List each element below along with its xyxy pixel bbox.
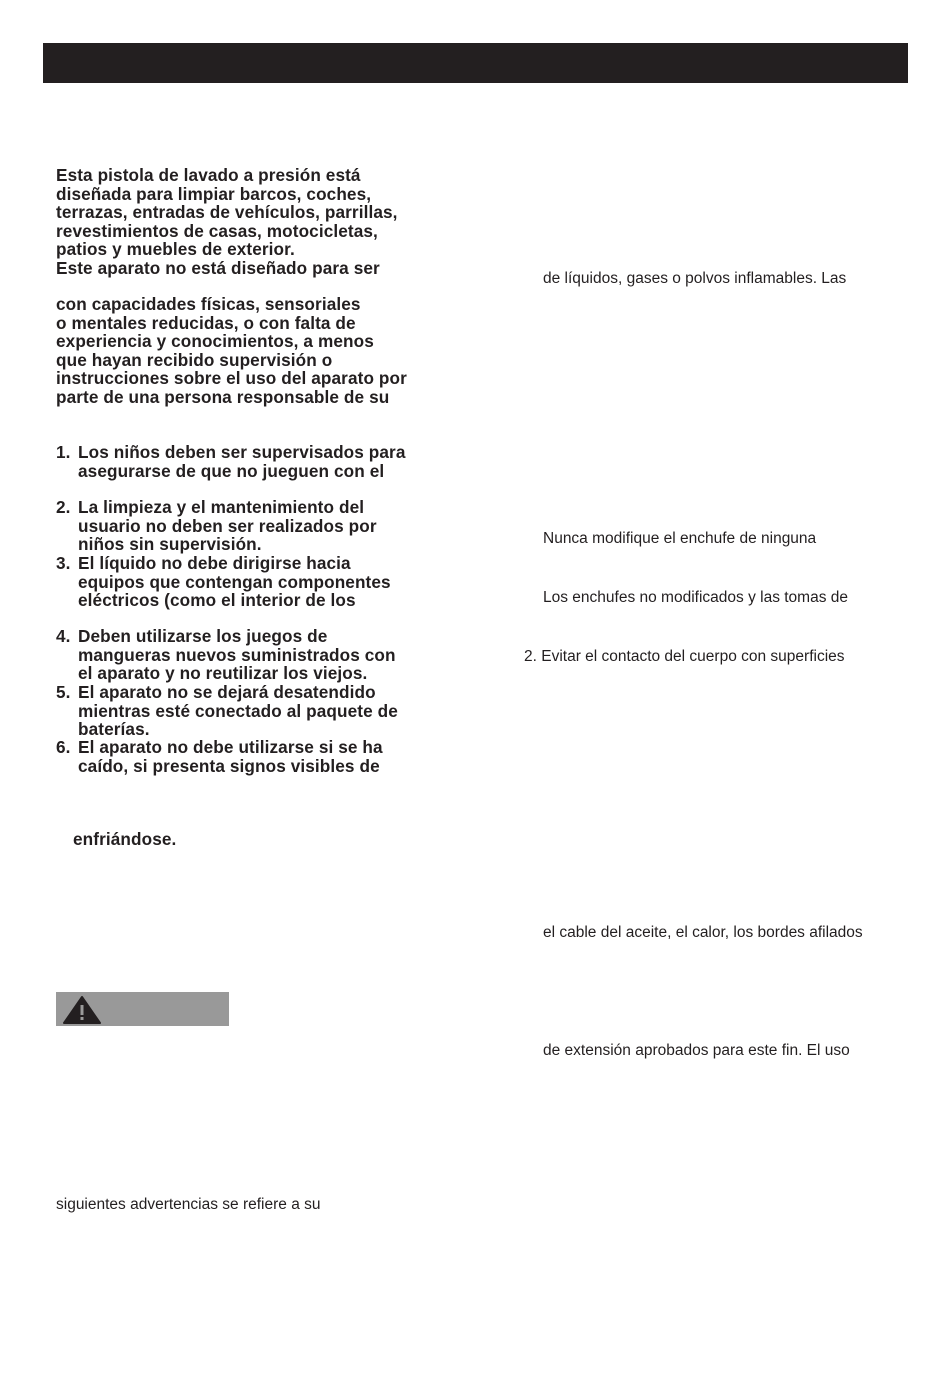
rule-text: el aparato y no reutilizar los viejos. <box>78 663 368 683</box>
rule-text: equipos que contengan componentes <box>78 571 391 592</box>
rule-text: La limpieza y el mantenimiento del <box>78 497 365 517</box>
unmodified-plugs-text: Los enchufes no modificados y las tomas de <box>543 589 849 606</box>
rule-text: El aparato no se dejará desatendido <box>78 682 376 702</box>
intro-line: Esta pistola de lavado a presión está <box>56 165 361 185</box>
rule-number: 4. <box>56 626 71 646</box>
rule-item-1 <box>56 443 406 480</box>
header-bar <box>43 43 908 83</box>
warning-label <box>56 992 229 1026</box>
rule-text: caído, si presenta signos visibles de <box>78 755 380 776</box>
rule-text: El líquido no debe dirigirse hacia <box>78 553 351 573</box>
rule-item-3 <box>56 554 391 610</box>
rule-text: mangueras nuevos suministrados con <box>78 644 396 665</box>
rule-text: usuario no deben ser realizados por <box>78 515 377 536</box>
rule-text: mientras esté conectado al paquete de <box>78 700 398 721</box>
warning-triangle-icon <box>62 995 102 1025</box>
rule-text: Los niños deben ser supervisados para <box>78 442 406 462</box>
rule-number: 5. <box>56 682 71 702</box>
capacity-line: parte de una persona responsable de su <box>56 386 390 407</box>
capacity-line: que hayan recibido supervisión o <box>56 349 333 370</box>
rule-item-4 <box>56 627 396 683</box>
rule-number: 6. <box>56 737 71 757</box>
capacity-paragraph <box>56 295 407 406</box>
modify-plug-text: Nunca modifique el enchufe de ninguna <box>543 530 817 547</box>
rule-item-6 <box>56 738 383 775</box>
intro-line: patios y muebles de exterior. <box>56 239 295 259</box>
rule-number: 2. <box>56 497 71 517</box>
intro-line: Este aparato no está diseñado para ser <box>56 257 380 278</box>
extension-text: de extensión aprobados para este fin. El uso <box>543 1042 850 1059</box>
capacity-line: o mentales reducidas, o con falta de <box>56 312 356 333</box>
intro-line: diseñada para limpiar barcos, coches, <box>56 183 372 204</box>
left-footer-text: siguientes advertencias se refiere a su <box>56 1196 321 1213</box>
cooling-text: enfriándose. <box>73 829 177 849</box>
avoid-contact-text: 2. Evitar el contacto del cuerpo con superficies <box>524 648 845 665</box>
intro-line: revestimientos de casas, motocicletas, <box>56 220 378 241</box>
rule-number: 3. <box>56 553 71 573</box>
capacity-line: experiencia y conocimientos, a menos <box>56 331 374 351</box>
rule-text: niños sin supervisión. <box>78 534 262 554</box>
rule-number: 1. <box>56 442 71 462</box>
rule-text: Deben utilizarse los juegos de <box>78 626 328 646</box>
rule-text: El aparato no debe utilizarse si se ha <box>78 737 383 757</box>
cable-text: el cable del aceite, el calor, los bordes afilados <box>543 924 863 941</box>
rule-item-5 <box>56 683 398 739</box>
flammable-text: de líquidos, gases o polvos inflamables. Las <box>543 270 847 287</box>
intro-paragraph <box>56 166 398 277</box>
capacity-line: con capacidades físicas, sensoriales <box>56 294 361 314</box>
rule-text: baterías. <box>78 719 150 739</box>
rule-item-2 <box>56 498 377 554</box>
intro-line: terrazas, entradas de vehículos, parrillas, <box>56 202 398 222</box>
capacity-line: instrucciones sobre el uso del aparato por <box>56 368 407 388</box>
rule-text: asegurarse de que no jueguen con el <box>78 460 385 481</box>
rule-text: eléctricos (como el interior de los <box>78 590 356 610</box>
